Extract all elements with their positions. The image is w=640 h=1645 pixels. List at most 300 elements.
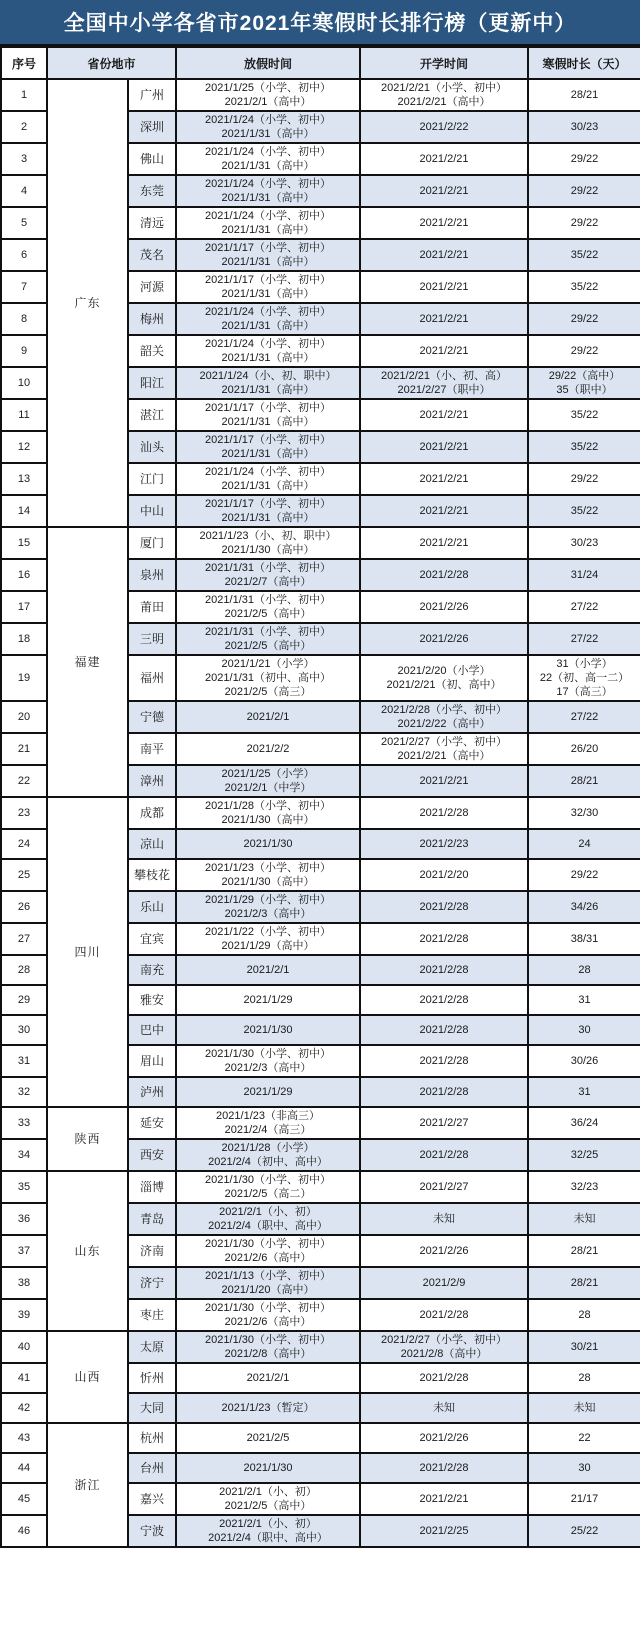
- cell-line: 2021/2/5: [246, 1432, 290, 1444]
- cell-school-start-time: [360, 111, 528, 143]
- cell-line: 2021/2/28: [419, 1372, 469, 1384]
- cell-school-start-time: [360, 527, 528, 559]
- cell-city: [128, 399, 176, 431]
- cell-school-start-time: [360, 1483, 528, 1515]
- cell-line: 2021/2/21（小、初、高）: [381, 370, 507, 382]
- cell-city: [128, 239, 176, 271]
- cell-line: 漳州: [140, 774, 165, 788]
- cell-line: 2021/2/27（小学、初中）: [381, 736, 507, 748]
- cell-line: 淄博: [140, 1180, 165, 1194]
- cell-province: [47, 797, 128, 1107]
- cell-line: 20: [17, 711, 31, 723]
- cell-line: 2021/2/22（高中）: [397, 718, 491, 730]
- cell-line: 韶关: [140, 344, 165, 358]
- cell-line: 2021/2/1（高中）: [224, 96, 312, 108]
- cell-line: 27/22: [570, 633, 599, 645]
- cell-vacation-time: [176, 239, 360, 271]
- cell-duration: [528, 1423, 640, 1453]
- cell-index: [1, 1139, 47, 1171]
- header-school-start-time: 开学时间: [360, 47, 528, 79]
- cell-line: 南充: [140, 963, 165, 977]
- cell-province: [47, 1107, 128, 1171]
- cell-vacation-time: [176, 765, 360, 797]
- cell-line: 30/21: [570, 1341, 599, 1353]
- cell-line: 2021/2/21（小学、初中）: [381, 82, 507, 94]
- header-row: [1, 47, 640, 79]
- cell-duration: [528, 955, 640, 985]
- cell-line: 2021/2/21: [419, 217, 469, 229]
- table-row: [1, 1171, 640, 1203]
- cell-line: 2021/1/31（小学、初中）: [205, 594, 331, 606]
- cell-index: [1, 559, 47, 591]
- header-region: 省份地市: [47, 47, 176, 79]
- cell-line: 28/21: [570, 89, 599, 101]
- cell-line: 2021/1/25（小学）: [221, 768, 315, 780]
- cell-line: 2021/1/31（高中）: [221, 384, 315, 396]
- cell-city: [128, 1515, 176, 1547]
- cell-line: 9: [20, 345, 28, 357]
- cell-city: [128, 1203, 176, 1235]
- cell-index: [1, 527, 47, 559]
- cell-province: [47, 1331, 128, 1423]
- cell-line: 2021/1/24（小学、初中）: [205, 466, 331, 478]
- cell-line: 泸州: [140, 1085, 165, 1099]
- cell-line: 2021/2/1（小、初）: [219, 1206, 317, 1218]
- cell-line: 2021/2/21: [419, 153, 469, 165]
- cell-line: 32/23: [570, 1181, 599, 1193]
- cell-city: [128, 701, 176, 733]
- cell-line: 8: [20, 313, 28, 325]
- cell-line: 2021/2/5（高中）: [224, 640, 312, 652]
- cell-line: 汕头: [140, 440, 165, 454]
- cell-line: 2021/1/24（小学、初中）: [205, 146, 331, 158]
- cell-vacation-time: [176, 955, 360, 985]
- header-vacation-time: 放假时间: [176, 47, 360, 79]
- cell-line: 2021/2/4（职中、高中）: [208, 1220, 328, 1232]
- cell-line: 2021/2/28: [419, 1024, 469, 1036]
- cell-city: [128, 955, 176, 985]
- cell-line: 31: [578, 994, 591, 1006]
- cell-vacation-time: [176, 399, 360, 431]
- cell-index: [1, 701, 47, 733]
- cell-line: 2021/1/31（高中）: [221, 224, 315, 236]
- cell-duration: [528, 859, 640, 891]
- cell-city: [128, 1235, 176, 1267]
- cell-index: [1, 623, 47, 655]
- cell-vacation-time: [176, 1267, 360, 1299]
- cell-line: 2021/1/23（暂定）: [221, 1402, 315, 1414]
- cell-line: 38/31: [570, 933, 599, 945]
- cell-school-start-time: [360, 431, 528, 463]
- cell-school-start-time: [360, 623, 528, 655]
- cell-line: 2021/2/6（高中）: [224, 1252, 312, 1264]
- cell-line: 34: [17, 1149, 31, 1161]
- cell-line: 2021/1/30（小学、初中）: [205, 1334, 331, 1346]
- cell-line: 2021/1/30（小学、初中）: [205, 1048, 331, 1060]
- cell-vacation-time: [176, 1423, 360, 1453]
- cell-duration: [528, 79, 640, 111]
- cell-line: 2021/2/28: [419, 1309, 469, 1321]
- cell-line: 2021/1/24（小学、初中）: [205, 114, 331, 126]
- cell-school-start-time: [360, 1331, 528, 1363]
- cell-duration: [528, 701, 640, 733]
- cell-duration: [528, 1171, 640, 1203]
- cell-line: 2021/2/28（小学、初中）: [381, 704, 507, 716]
- cell-school-start-time: [360, 591, 528, 623]
- cell-line: 31（小学）: [556, 658, 613, 670]
- header-index: 序号: [1, 47, 47, 79]
- cell-line: 宜宾: [140, 932, 165, 946]
- table-row: [1, 797, 640, 829]
- cell-vacation-time: [176, 701, 360, 733]
- cell-city: [128, 367, 176, 399]
- cell-line: 2021/2/5（高中）: [224, 608, 312, 620]
- cell-line: 17（高三）: [556, 686, 613, 698]
- cell-line: 2021/2/22: [419, 121, 469, 133]
- cell-line: 2021/2/1（中学）: [224, 782, 312, 794]
- cell-duration: [528, 1077, 640, 1107]
- cell-line: 2021/2/4（初中、高中）: [208, 1156, 328, 1168]
- cell-line: 45: [17, 1493, 31, 1505]
- cell-line: 2021/1/23（非高三）: [216, 1110, 320, 1122]
- cell-index: [1, 1077, 47, 1107]
- cell-school-start-time: [360, 1171, 528, 1203]
- cell-line: 2021/2/21（高中）: [397, 96, 491, 108]
- cell-line: 中山: [140, 504, 165, 518]
- cell-line: 13: [17, 473, 31, 485]
- cell-line: 佛山: [140, 152, 165, 166]
- cell-index: [1, 1267, 47, 1299]
- cell-duration: [528, 829, 640, 859]
- cell-line: 2021/1/31（高中）: [221, 416, 315, 428]
- cell-index: [1, 591, 47, 623]
- cell-city: [128, 1483, 176, 1515]
- cell-line: 27/22: [570, 601, 599, 613]
- cell-line: 2021/2/26: [419, 633, 469, 645]
- cell-line: 28: [578, 964, 591, 976]
- cell-line: 2021/2/21（初、高中）: [386, 679, 502, 691]
- cell-index: [1, 175, 47, 207]
- cell-index: [1, 923, 47, 955]
- cell-school-start-time: [360, 79, 528, 111]
- cell-line: 2021/2/21（高中）: [397, 750, 491, 762]
- cell-school-start-time: [360, 143, 528, 175]
- cell-school-start-time: [360, 1267, 528, 1299]
- cell-line: 29/22: [570, 217, 599, 229]
- cell-school-start-time: [360, 1139, 528, 1171]
- cell-line: 未知: [433, 1213, 456, 1225]
- cell-duration: [528, 143, 640, 175]
- cell-line: 2021/1/30: [243, 1024, 293, 1036]
- cell-line: 2021/2/8（高中）: [400, 1348, 488, 1360]
- cell-line: 2021/1/31（高中）: [221, 448, 315, 460]
- cell-city: [128, 527, 176, 559]
- cell-line: 2021/1/30: [243, 1462, 293, 1474]
- cell-line: 2021/2/6（高中）: [224, 1316, 312, 1328]
- cell-school-start-time: [360, 1203, 528, 1235]
- cell-duration: [528, 591, 640, 623]
- cell-duration: [528, 303, 640, 335]
- cell-city: [128, 923, 176, 955]
- cell-line: 35: [17, 1181, 31, 1193]
- cell-line: 39: [17, 1309, 31, 1321]
- cell-line: 2021/1/17（小学、初中）: [205, 402, 331, 414]
- cell-line: 30: [578, 1462, 591, 1474]
- cell-line: 2021/1/31（高中）: [221, 160, 315, 172]
- cell-line: 2021/1/24（小学、初中）: [205, 178, 331, 190]
- cell-line: 未知: [573, 1402, 596, 1414]
- cell-line: 厦门: [140, 536, 165, 550]
- cell-school-start-time: [360, 1453, 528, 1483]
- cell-city: [128, 1077, 176, 1107]
- cell-duration: [528, 1483, 640, 1515]
- cell-vacation-time: [176, 797, 360, 829]
- cell-line: 4: [20, 185, 28, 197]
- cell-line: 攀枝花: [134, 868, 171, 882]
- cell-city: [128, 271, 176, 303]
- cell-line: 2021/2/21: [419, 409, 469, 421]
- cell-line: 2021/1/30（小学、初中）: [205, 1302, 331, 1314]
- cell-vacation-time: [176, 431, 360, 463]
- cell-index: [1, 495, 47, 527]
- cell-line: 26/20: [570, 743, 599, 755]
- cell-line: 广东: [74, 296, 101, 310]
- cell-line: 河源: [140, 280, 165, 294]
- cell-school-start-time: [360, 1515, 528, 1547]
- cell-line: 2021/1/31（高中）: [221, 352, 315, 364]
- cell-city: [128, 1015, 176, 1045]
- cell-city: [128, 765, 176, 797]
- cell-line: 2021/2/1（小、初）: [219, 1486, 317, 1498]
- cell-city: [128, 591, 176, 623]
- cell-line: 2021/1/31（高中）: [221, 480, 315, 492]
- cell-line: 2021/2/27（小学、初中）: [381, 1334, 507, 1346]
- cell-index: [1, 79, 47, 111]
- cell-city: [128, 207, 176, 239]
- cell-line: 2021/1/21（小学）: [221, 658, 315, 670]
- header-duration: 寒假时长（天）: [528, 47, 640, 79]
- cell-school-start-time: [360, 1015, 528, 1045]
- cell-index: [1, 271, 47, 303]
- cell-city: [128, 495, 176, 527]
- cell-line: 广州: [140, 88, 165, 102]
- cell-school-start-time: [360, 955, 528, 985]
- cell-index: [1, 239, 47, 271]
- cell-line: 2021/2/20（小学）: [397, 665, 491, 677]
- cell-line: 嘉兴: [140, 1492, 165, 1506]
- cell-index: [1, 765, 47, 797]
- cell-school-start-time: [360, 335, 528, 367]
- cell-vacation-time: [176, 1393, 360, 1423]
- cell-line: 乐山: [140, 900, 165, 914]
- cell-vacation-time: [176, 985, 360, 1015]
- cell-line: 2021/2/28: [419, 994, 469, 1006]
- cell-line: 眉山: [140, 1054, 165, 1068]
- cell-line: 2021/2/28: [419, 569, 469, 581]
- cell-duration: [528, 1393, 640, 1423]
- cell-index: [1, 367, 47, 399]
- cell-line: 35（职中）: [556, 384, 613, 396]
- cell-school-start-time: [360, 463, 528, 495]
- cell-city: [128, 1045, 176, 1077]
- cell-index: [1, 1423, 47, 1453]
- cell-duration: [528, 1267, 640, 1299]
- cell-line: 2021/1/23（小、初、职中）: [199, 530, 337, 542]
- cell-line: 32/30: [570, 807, 599, 819]
- cell-index: [1, 797, 47, 829]
- cell-line: 35/22: [570, 505, 599, 517]
- cell-vacation-time: [176, 1299, 360, 1331]
- cell-line: 茂名: [140, 248, 165, 262]
- cell-line: 2021/1/29: [243, 994, 293, 1006]
- cell-vacation-time: [176, 1203, 360, 1235]
- cell-line: 莆田: [140, 600, 165, 614]
- cell-line: 未知: [573, 1213, 596, 1225]
- cell-index: [1, 111, 47, 143]
- cell-line: 2021/2/4（高三）: [224, 1124, 312, 1136]
- cell-line: 2021/2/4（职中、高中）: [208, 1532, 328, 1544]
- cell-line: 28/21: [570, 1245, 599, 1257]
- cell-line: 19: [17, 672, 31, 684]
- cell-line: 2021/2/21: [419, 505, 469, 517]
- cell-vacation-time: [176, 207, 360, 239]
- cell-line: 2021/1/30（高中）: [221, 876, 315, 888]
- cell-line: 22: [17, 775, 31, 787]
- table-body: [1, 79, 640, 1547]
- cell-index: [1, 1393, 47, 1423]
- cell-line: 28/21: [570, 1277, 599, 1289]
- cell-line: 2021/1/29（小学、初中）: [205, 894, 331, 906]
- cell-vacation-time: [176, 527, 360, 559]
- cell-line: 24: [578, 838, 591, 850]
- cell-line: 台州: [140, 1461, 165, 1475]
- cell-line: 2: [20, 121, 28, 133]
- cell-city: [128, 79, 176, 111]
- cell-line: 2021/1/31（小学、初中）: [205, 562, 331, 574]
- cell-line: 41: [17, 1372, 31, 1384]
- cell-vacation-time: [176, 1045, 360, 1077]
- cell-line: 2021/2/3（高中）: [224, 1062, 312, 1074]
- cell-line: 湛江: [140, 408, 165, 422]
- cell-city: [128, 891, 176, 923]
- cell-city: [128, 1139, 176, 1171]
- cell-duration: [528, 1331, 640, 1363]
- cell-school-start-time: [360, 399, 528, 431]
- cell-line: 29/22: [570, 345, 599, 357]
- cell-line: 35/22: [570, 249, 599, 261]
- cell-line: 46: [17, 1525, 31, 1537]
- cell-vacation-time: [176, 623, 360, 655]
- cell-line: 2021/1/28（小学）: [221, 1142, 315, 1154]
- cell-school-start-time: [360, 1393, 528, 1423]
- cell-line: 2021/1/17（小学、初中）: [205, 434, 331, 446]
- cell-city: [128, 175, 176, 207]
- cell-line: 2021/2/28: [419, 1149, 469, 1161]
- cell-school-start-time: [360, 891, 528, 923]
- cell-city: [128, 431, 176, 463]
- cell-line: 18: [17, 633, 31, 645]
- cell-school-start-time: [360, 859, 528, 891]
- cell-line: 2021/1/29（高中）: [221, 940, 315, 952]
- cell-index: [1, 1331, 47, 1363]
- cell-vacation-time: [176, 335, 360, 367]
- cell-duration: [528, 207, 640, 239]
- cell-line: 17: [17, 601, 31, 613]
- cell-duration: [528, 765, 640, 797]
- cell-vacation-time: [176, 271, 360, 303]
- cell-school-start-time: [360, 985, 528, 1015]
- cell-city: [128, 1299, 176, 1331]
- cell-duration: [528, 335, 640, 367]
- cell-school-start-time: [360, 1363, 528, 1393]
- cell-duration: [528, 623, 640, 655]
- table-row: [1, 1423, 640, 1453]
- cell-vacation-time: [176, 1015, 360, 1045]
- cell-duration: [528, 1299, 640, 1331]
- cell-line: 33: [17, 1117, 31, 1129]
- cell-line: 22: [578, 1432, 591, 1444]
- cell-school-start-time: [360, 829, 528, 859]
- cell-school-start-time: [360, 495, 528, 527]
- cell-vacation-time: [176, 1453, 360, 1483]
- cell-vacation-time: [176, 923, 360, 955]
- cell-school-start-time: [360, 239, 528, 271]
- cell-line: 济南: [140, 1244, 165, 1258]
- cell-index: [1, 733, 47, 765]
- cell-index: [1, 1107, 47, 1139]
- cell-line: 2021/1/31（小学、初中）: [205, 626, 331, 638]
- cell-line: 2021/2/28: [419, 807, 469, 819]
- cell-line: 2021/1/23（小学、初中）: [205, 862, 331, 874]
- cell-line: 2021/2/20: [419, 869, 469, 881]
- cell-duration: [528, 733, 640, 765]
- cell-index: [1, 655, 47, 701]
- cell-vacation-time: [176, 367, 360, 399]
- cell-line: 29/22: [570, 313, 599, 325]
- cell-index: [1, 829, 47, 859]
- cell-line: 2021/1/24（小、初、职中）: [199, 370, 337, 382]
- cell-line: 2021/1/31（高中）: [221, 192, 315, 204]
- cell-line: 2021/2/28: [419, 1462, 469, 1474]
- cell-line: 2021/1/31（高中）: [221, 128, 315, 140]
- cell-province: [47, 1171, 128, 1331]
- cell-line: 15: [17, 537, 31, 549]
- cell-line: 2021/2/5（高二）: [224, 1188, 312, 1200]
- cell-line: 2021/2/28: [419, 901, 469, 913]
- cell-city: [128, 303, 176, 335]
- cell-line: 未知: [433, 1402, 456, 1414]
- cell-index: [1, 891, 47, 923]
- cell-line: 12: [17, 441, 31, 453]
- cell-line: 2021/2/9: [422, 1277, 466, 1289]
- cell-line: 太原: [140, 1340, 165, 1354]
- cell-line: 宁波: [140, 1524, 165, 1538]
- cell-line: 28: [578, 1309, 591, 1321]
- cell-vacation-time: [176, 1077, 360, 1107]
- cell-line: 30/23: [570, 537, 599, 549]
- cell-duration: [528, 463, 640, 495]
- cell-vacation-time: [176, 655, 360, 701]
- cell-duration: [528, 271, 640, 303]
- cell-line: 28: [17, 964, 31, 976]
- cell-line: 阳江: [140, 376, 165, 390]
- cell-vacation-time: [176, 1483, 360, 1515]
- cell-school-start-time: [360, 207, 528, 239]
- cell-line: 2021/2/28: [419, 964, 469, 976]
- cell-city: [128, 623, 176, 655]
- cell-line: 29: [17, 994, 31, 1006]
- cell-city: [128, 1363, 176, 1393]
